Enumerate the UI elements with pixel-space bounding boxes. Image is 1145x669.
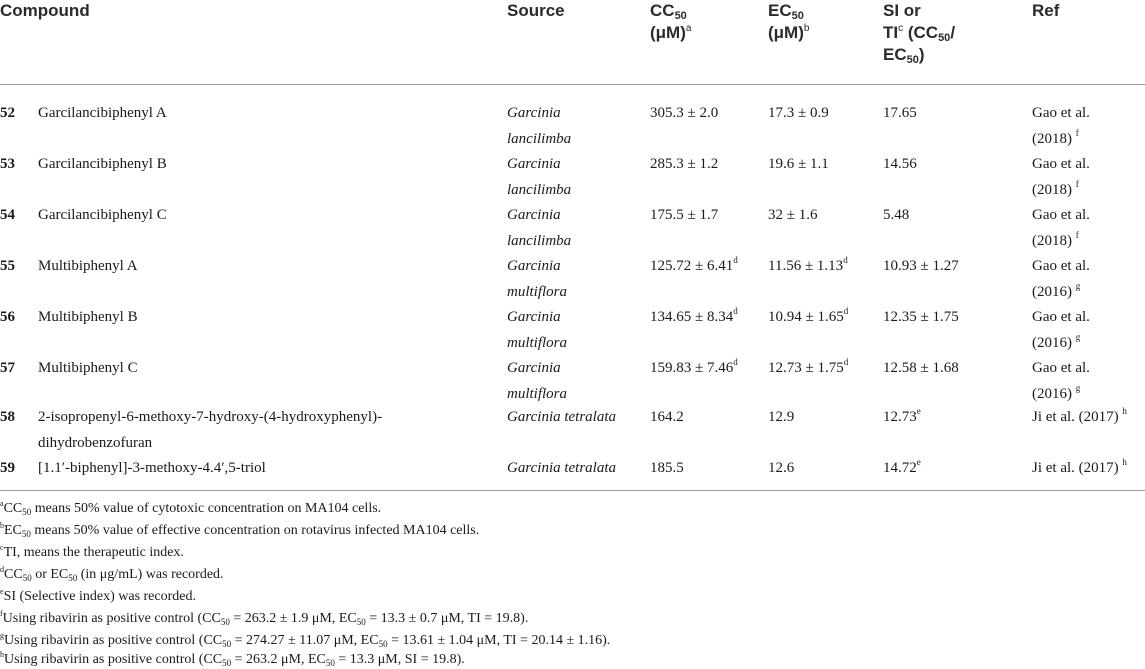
si-cell: 5.48 <box>883 207 910 223</box>
source-cell: Garcinia lancilimba <box>507 156 572 198</box>
ref-cell: Gao et al. (2016) $^g$ <box>1032 360 1090 402</box>
ec50-cell: 11.56 ± 1.13$^d$ <box>768 255 848 274</box>
source-cell: Garcinia lancilimba <box>507 207 572 249</box>
header-ec50: $EC_{50}$ $(\mu M)^b$ <box>768 1 810 42</box>
si-cell: 14.56 <box>883 156 917 172</box>
compound-name: Garcilancibiphenyl C <box>38 207 167 223</box>
ref-cell: Gao et al. (2016) $^g$ <box>1032 309 1090 351</box>
footnote-f: $^f$Using ribavirin as positive control ($CC_{50} = 263.2 \pm 1.9$ μM, $EC_{50} = 13.3 \pm 0.7$ μM, TI = 19.8). <box>0 609 529 627</box>
ref-cell: Gao et al. (2018) $^f$ <box>1032 156 1090 198</box>
compound-number: 58 <box>0 409 15 425</box>
si-cell: 10.93 ± 1.27 <box>883 258 959 274</box>
compound-number: 53 <box>0 156 15 172</box>
cc50-cell: 134.65 ± 8.34$^d$ <box>650 306 738 325</box>
source-cell: Garcinia tetralata <box>507 460 617 476</box>
si-cell: 12.35 ± 1.75 <box>883 309 959 325</box>
table-bottom-divider <box>0 490 1145 491</box>
compound-number: 55 <box>0 258 15 274</box>
compound-name: Multibiphenyl B <box>38 309 138 325</box>
footnote-e: $^e$SI (Selective index) was recorded. <box>0 587 196 604</box>
compound-name: Garcilancibiphenyl B <box>38 156 167 172</box>
cc50-cell: 164.2 <box>650 409 684 425</box>
cc50-cell: 285.3 ± 1.2 <box>650 156 719 172</box>
compound-name: Multibiphenyl A <box>38 258 138 274</box>
footnote-c: $^c$TI, means the therapeutic index. <box>0 543 184 560</box>
compound-number: 59 <box>0 460 15 476</box>
si-cell: 14.72e <box>883 457 921 476</box>
footnote-b: $^bEC_{50}$ means 50% value of effective concentration on rotavirus infected MA104 cells. <box>0 521 480 539</box>
compound-number: 57 <box>0 360 15 376</box>
ref-cell: Gao et al. (2018) $^f$ <box>1032 105 1090 147</box>
cc50-cell: 185.5 <box>650 460 684 476</box>
si-cell: 12.58 ± 1.68 <box>883 360 959 376</box>
cc50-cell: 125.72 ± 6.41$^d$ <box>650 255 738 274</box>
ec50-cell: 10.94 ± 1.65$^d$ <box>768 306 849 325</box>
header-cc50: $CC_{50}$ $(\mu M)^a$ <box>650 1 692 42</box>
footnote-h: $^h$Using ribavirin as positive control ($CC_{50} = 263.2$ μM, $EC_{50} = 13.3$ μM, SI = 19.8). <box>0 650 465 668</box>
source-cell: Garcinia multiflora <box>507 309 568 351</box>
si-cell: 12.73e <box>883 406 921 425</box>
compound-name: Garcilancibiphenyl A <box>38 105 167 121</box>
header-source: Source <box>507 1 565 20</box>
footnote-d: $^dCC_{50}$ or $EC_{50}$ (in μg/mL) was recorded. <box>0 565 224 583</box>
header-compound: Compound <box>0 1 90 20</box>
cc50-cell: 305.3 ± 2.0 <box>650 105 719 121</box>
header-si: SI or $TI^c$ ($CC_{50}/$ $EC_{50}$) <box>883 1 956 66</box>
compound-name: 2-isopropenyl-6-methoxy-7-hydroxy-(4-hydroxyphenyl)- dihydrobenzofuran <box>38 409 383 451</box>
source-cell: Garcinia lancilimba <box>507 105 572 147</box>
ec50-cell: 32 ± 1.6 <box>768 207 818 223</box>
ref-cell: Ji et al. (2017) $^h$ <box>1032 457 1127 476</box>
compound-number: 52 <box>0 105 15 121</box>
header-divider <box>0 84 1145 85</box>
compound-number: 54 <box>0 207 15 223</box>
ref-cell: Gao et al. (2016) $^g$ <box>1032 258 1090 300</box>
cc50-cell: 175.5 ± 1.7 <box>650 207 719 223</box>
ec50-cell: 12.73 ± 1.75$^d$ <box>768 357 849 376</box>
footnote-g: $^g$Using ribavirin as positive control ($CC_{50} = 274.27 \pm 11.07$ μM, $EC_{50} = 13.61 \pm 1.04$ μM, TI = 20.14 ± 1.16). <box>0 631 611 649</box>
ec50-cell: 12.9 <box>768 409 795 425</box>
ec50-cell: 19.6 ± 1.1 <box>768 156 829 172</box>
source-cell: Garcinia tetralata <box>507 409 617 425</box>
ref-cell: Ji et al. (2017) $^h$ <box>1032 406 1127 425</box>
source-cell: Garcinia multiflora <box>507 258 568 300</box>
footnote-a: $^aCC_{50}$ means 50% value of cytotoxic concentration on MA104 cells. <box>0 499 382 517</box>
cc50-cell: 159.83 ± 7.46$^d$ <box>650 357 738 376</box>
si-cell: 17.65 <box>883 105 917 121</box>
ec50-cell: 17.3 ± 0.9 <box>768 105 829 121</box>
compound-number: 56 <box>0 309 15 325</box>
compound-name: Multibiphenyl C <box>38 360 138 376</box>
header-ref: Ref <box>1032 1 1060 20</box>
ref-cell: Gao et al. (2018) $^f$ <box>1032 207 1090 249</box>
ec50-cell: 12.6 <box>768 460 795 476</box>
source-cell: Garcinia multiflora <box>507 360 568 402</box>
compound-name: [1.1′-biphenyl]-3-methoxy-4.4′,5-triol <box>38 460 266 476</box>
